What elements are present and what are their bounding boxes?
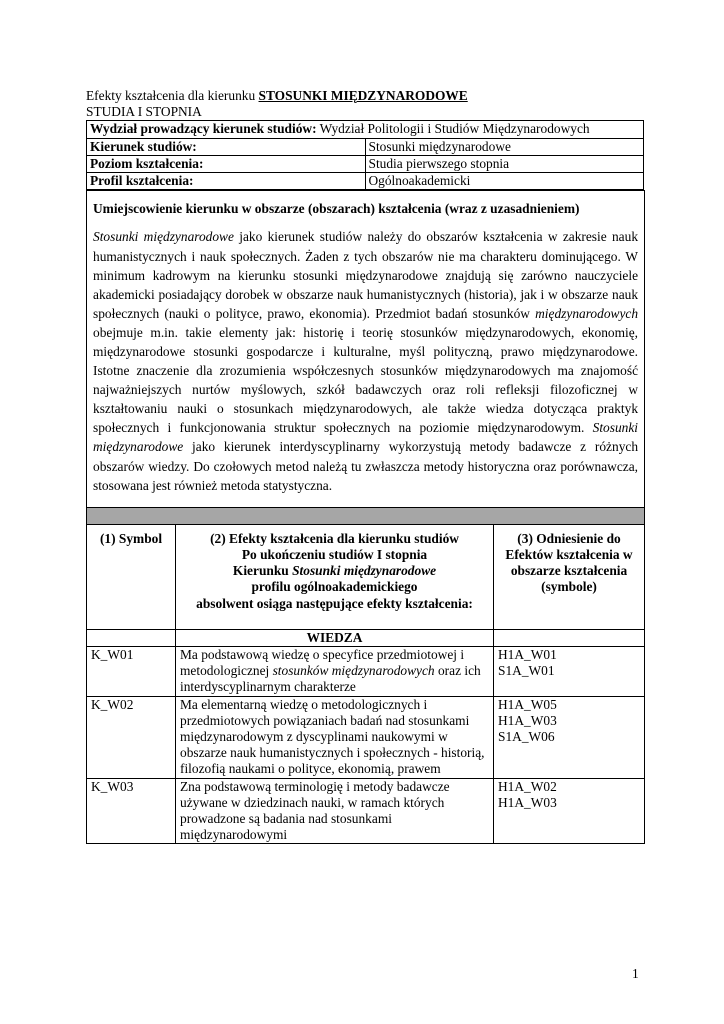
table-header-row: [87, 524, 645, 629]
header-text: Kierunku: [232, 563, 293, 579]
program-italic: Stosunki międzynarodowe: [93, 229, 234, 245]
reference-code: H1A_W05: [498, 696, 557, 712]
info-label: Profil kształcenia:: [87, 173, 366, 190]
info-label: Poziom kształcenia:: [87, 155, 366, 172]
info-value: Stosunki międzynarodowe: [365, 138, 644, 155]
outcome-description: Ma elementarną wiedzę o metodologicznych i przedmiotowych powiązaniach badań nad stosunkami międzynarodowym z dyscyplinami naukowymi w obszarze nauk humanistycznych i społecznych - historią, filozofią naukami o polityce, ekonomią, prawem: [176, 696, 494, 778]
header-line: Po ukończeniu studiów I stopnia: [241, 546, 428, 562]
outcome-references: [494, 778, 645, 844]
info-row: [87, 155, 644, 172]
outcome-italic: stosunków międzynarodowych: [272, 663, 435, 679]
header-italic: Stosunki międzynarodowe: [292, 563, 437, 579]
placement-text: obejmuje m.in. takie elementy jak: historię i teorię stosunków międzynarodowych, ekonomię, międzynarodowe stosunki gospodarcze i kulturalne, myśl polityczną, prawo międzynarodowe. Istotne znaczenie dla zrozumienia współczesnych stosunków międzynarodowych ma znajomość najważniejszych nurtów myślowych, szkół badawczych oraz roli refleksji filozoficznej w kształtowaniu nauki o stosunkach międzynarodowych, ale także wiedza dotycząca praktyk społecznych i funkcjonowania struktur społecznych na poziomie międzynarodowym.: [93, 324, 639, 436]
outcome-symbol: K_W02: [87, 696, 176, 778]
column-header-outcomes: [176, 524, 494, 629]
heading-prefix: Efekty kształcenia dla kierunku: [86, 88, 259, 103]
reference-code: S1A_W06: [498, 728, 555, 744]
outcome-description: Zna podstawową terminologię i metody badawcze używane w dziedzinach nauki, w ramach których prowadzone są badania nad stosunkami międzynarodowymi: [176, 778, 494, 844]
info-value: Wydział Politologii i Studiów Międzynarodowych: [319, 121, 590, 137]
separator-row: [87, 507, 645, 524]
table-row: [87, 778, 645, 844]
placement-row: [87, 191, 645, 508]
category-empty-cell: [494, 629, 645, 646]
program-italic: międzynarodowych: [535, 305, 639, 321]
category-row: [87, 629, 645, 646]
header-line: absolwent osiąga następujące efekty kształcenia:: [196, 595, 473, 611]
category-label: WIEDZA: [176, 629, 494, 646]
outcome-references: [494, 696, 645, 778]
info-faculty-cell: [87, 121, 644, 138]
outcome-symbol: K_W03: [87, 778, 176, 844]
outcome-description: [176, 646, 494, 696]
page-number: 1: [632, 966, 639, 981]
reference-code: H1A_W02: [498, 778, 557, 794]
reference-code: S1A_W01: [498, 663, 555, 679]
program-italic: Stosunki międzynarodowe: [93, 420, 639, 455]
category-empty-cell: [87, 629, 176, 646]
placement-section: [87, 191, 645, 508]
placement-text: jako kierunek studiów należy do obszarów kształcenia w zakresie nauk humanistycznych i nauk społecznych. Żaden z tych obszarów nie ma charakteru dominującego. W minimum kadrowym na kierunku stosunki międzynarodowe znajdują się zarówno nauczyciele akademicki posiadający dorobek w obszarze nauk humanistycznych (historia), jak i w obszarze nauk społecznych (nauki o polityce, prawo, ekonomia). Przedmiot badań stosunków: [93, 229, 639, 321]
info-row: [87, 121, 644, 138]
column-header-symbol: (1) Symbol: [87, 524, 176, 629]
table-row: [87, 696, 645, 778]
study-level: STUDIA I STOPNIA: [86, 104, 202, 120]
reference-code: H1A_W03: [498, 794, 557, 810]
document-page: [86, 88, 644, 844]
info-row: [87, 138, 644, 155]
header-line: (2) Efekty kształcenia dla kierunku studiów: [210, 530, 459, 546]
placement-paragraph: [93, 227, 638, 494]
outcome-text: Ma podstawową wiedzę o specyfice przedmiotowej i metodologicznej: [180, 646, 465, 679]
outcomes-table: [86, 190, 645, 844]
info-label: Wydział prowadzący kierunek studiów:: [90, 121, 317, 137]
info-value: Studia pierwszego stopnia: [365, 155, 644, 172]
placement-text: jako kierunek interdyscyplinarny wykorzystują metody badawcze z różnych obszarów wiedzy. Do czołowych metod należą tu zwłaszcza metody historyczna oraz porównawcza, stosowana jest również metoda statystyczna.: [93, 439, 639, 493]
header-line: [179, 563, 490, 579]
info-row: [87, 173, 644, 190]
program-info-table: [86, 120, 644, 190]
column-header-references: (3) Odniesienie do Efektów kształcenia w obszarze kształcenia (symbole): [494, 524, 645, 629]
reference-code: H1A_W01: [498, 646, 557, 662]
reference-code: H1A_W03: [498, 712, 557, 728]
program-name: STOSUNKI MIĘDZYNARODOWE: [258, 88, 468, 103]
outcome-symbol: K_W01: [87, 646, 176, 696]
placement-title: Umiejscowienie kierunku w obszarze (obszarach) kształcenia (wraz z uzasadnieniem): [93, 201, 580, 217]
outcome-references: [494, 646, 645, 696]
info-value: Ogólnoakademicki: [365, 173, 644, 190]
separator-cell: [87, 507, 645, 524]
header-line: profilu ogólnoakademickiego: [251, 579, 418, 595]
outcome-text: oraz ich interdyscyplinarnym charakterze: [180, 663, 481, 695]
info-label: Kierunek studiów:: [87, 138, 366, 155]
table-row: [87, 646, 645, 696]
document-heading: [86, 88, 644, 104]
